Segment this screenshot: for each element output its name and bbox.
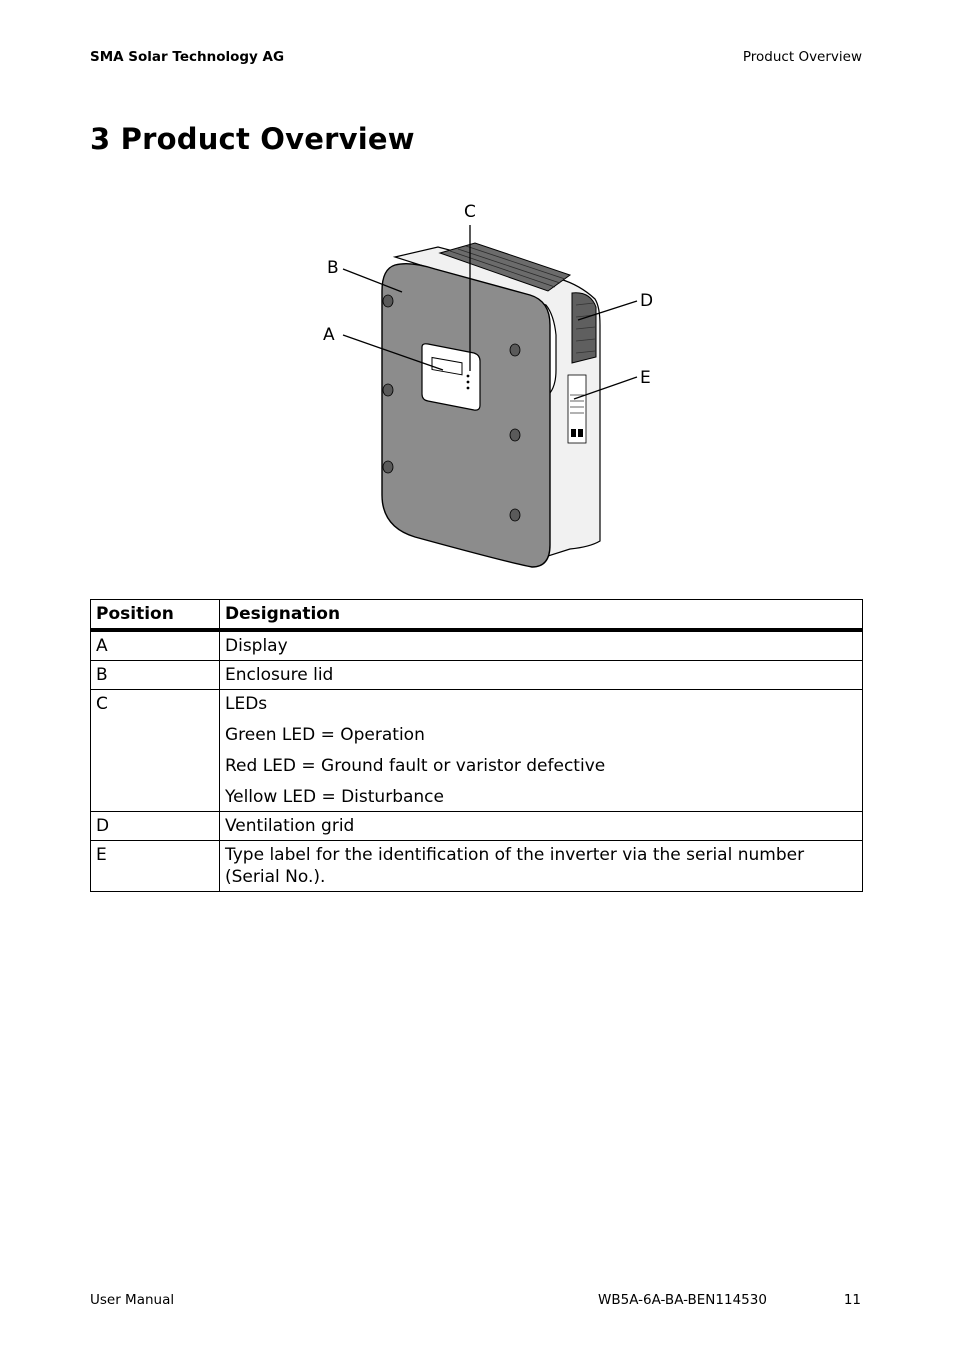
table-row [91, 841, 863, 892]
enclosure-lid [382, 264, 550, 567]
table-row [91, 690, 863, 812]
column-header-designation: Designation [220, 600, 863, 631]
footer-doc-number: WB5A-6A-BA-BEN114530 [598, 1292, 767, 1308]
designation-cell [220, 630, 863, 661]
designation-text: Ventilation grid [225, 816, 355, 836]
header-section: Product Overview [742, 49, 862, 65]
position-cell: C [91, 690, 220, 812]
callout-e: E [640, 368, 651, 388]
callout-b: B [327, 258, 339, 278]
designation-cell [220, 661, 863, 690]
product-illustration [310, 195, 670, 575]
type-label [568, 375, 586, 443]
designation-text: Red LED = Ground fault or varistor defective [225, 756, 606, 776]
page-title: 3 Product Overview [90, 122, 415, 156]
designation-text: Type label for the identification of the inverter via the serial number (Serial No.). [225, 845, 805, 887]
table-row [91, 812, 863, 841]
position-cell: E [91, 841, 220, 892]
position-cell: A [91, 630, 220, 661]
designation-table [90, 599, 863, 892]
column-header-position: Position [91, 600, 220, 631]
footer-page-number: 11 [843, 1292, 861, 1308]
designation-text: LEDs [225, 694, 268, 714]
footer-doc-type: User Manual [90, 1292, 175, 1308]
display-window [422, 344, 480, 410]
position-cell: D [91, 812, 220, 841]
designation-cell [220, 841, 863, 892]
designation-cell [220, 690, 863, 812]
designation-text: Yellow LED = Disturbance [225, 787, 444, 807]
designation-text: Enclosure lid [225, 665, 334, 685]
position-cell: B [91, 661, 220, 690]
table-header-row [91, 600, 863, 631]
callout-c: C [464, 202, 476, 222]
table-row [91, 630, 863, 661]
designation-text: Display [225, 636, 288, 656]
designation-cell [220, 812, 863, 841]
header-company: SMA Solar Technology AG [90, 49, 285, 65]
designation-text: Green LED = Operation [225, 725, 425, 745]
callout-a: A [323, 325, 335, 345]
callout-d: D [640, 291, 654, 311]
table-row [91, 661, 863, 690]
